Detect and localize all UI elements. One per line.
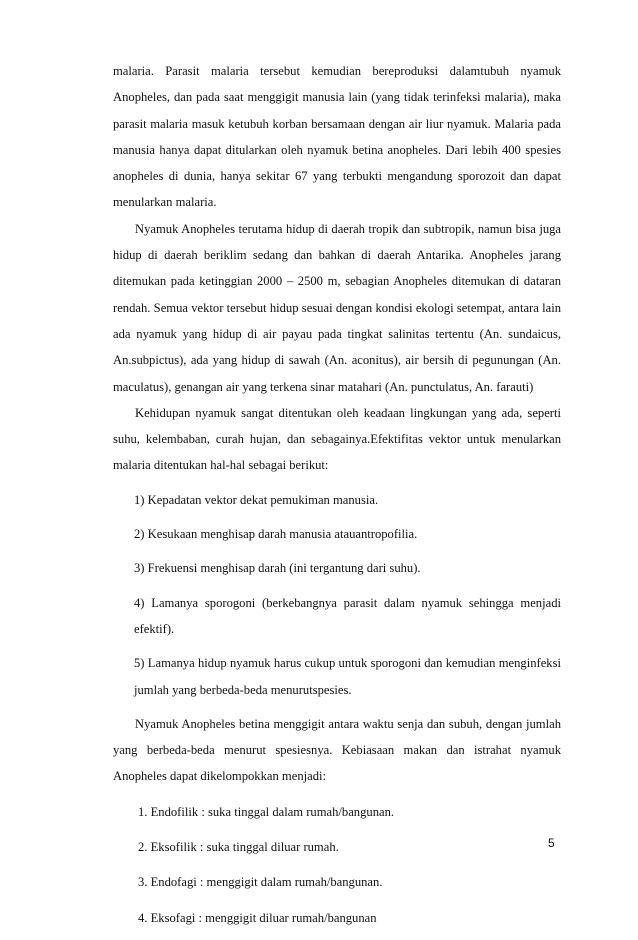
paragraph-anopheles-habitat: Nyamuk Anopheles terutama hidup di daerah tropik dan subtropik, namun bisa juga hidup di daerah beriklim sedang dan bahkan di daerah Antarika. Anopheles jarang ditemukan pada ketinggian 2000 – 2500 m, sebagian Anopheles ditemukan di dataran rendah. Semua vektor tersebut hidup sesuai dengan kondisi ekologi setempat, antara lain ada nyamuk yang hidup di air payau pada tingkat salinitas tertentu (An. sundaicus, An.subpictus), ada yang hidup di sawah (An. aconitus), air bersih di pegunungan (An. maculatus), genangan air yang terkena sinar matahari (An. punctulatus, An. farauti): [113, 221, 561, 394]
paragraph-vector-effectiveness: Kehidupan nyamuk sangat ditentukan oleh keadaan lingkungan yang ada, seperti suhu, kelembaban, curah hujan, dan sebagainya.Efektifitas vektor untuk menularkan malaria ditentukan hal-hal sebagai berikut:: [113, 405, 561, 473]
list-item: 3) Frekuensi menghisap darah (ini tergantung dari suhu).: [134, 561, 421, 576]
list-item: 2) Kesukaan menghisap darah manusia atauantropofilia.: [134, 527, 418, 542]
vector-factors-list: [113, 487, 561, 703]
page-number: 5: [548, 836, 555, 850]
list-item: 2. Eksofilik : suka tinggal diluar rumah.: [138, 840, 339, 855]
list-item: 4) Lamanya sporogoni (berkebangnya parasit dalam nyamuk sehingga menjadi efektif).: [134, 595, 561, 636]
list-item: 5) Lamanya hidup nyamuk harus cukup untuk sporogoni dan kemudian menginfeksi jumlah yang berbeda-beda menurutspesies.: [134, 656, 561, 697]
mosquito-habits-list: [113, 799, 561, 931]
document-page: [113, 58, 561, 940]
list-item: 1) Kepadatan vektor dekat pemukiman manusia.: [134, 492, 379, 507]
list-item: 3. Endofagi : menggigit dalam rumah/bangunan.: [138, 875, 383, 890]
paragraph-malaria-transmission: malaria. Parasit malaria tersebut kemudian bereproduksi dalamtubuh nyamuk Anopheles, dan pada saat menggigit manusia lain (yang tidak terinfeksi malaria), maka parasit malaria masuk ketubuh korban bersamaan dengan air liur nyamuk. Malaria pada manusia hanya dapat ditularkan oleh nyamuk betina anopheles. Dari lebih 400 spesies anopheles di dunia, hanya sekitar 67 yang terbukti mengandung sporozoit dan dapat menularkan malaria.: [113, 64, 561, 210]
paragraph-biting-habits: Nyamuk Anopheles betina menggigit antara waktu senja dan subuh, dengan jumlah yang berbeda-beda menurut spesiesnya. Kebiasaan makan dan istrahat nyamuk Anopheles dapat dikelompokkan menjadi:: [113, 716, 561, 784]
list-item: 4. Eksofagi : menggigit diluar rumah/bangunan: [138, 910, 377, 925]
list-item: 1. Endofilik : suka tinggal dalam rumah/bangunan.: [138, 804, 395, 819]
